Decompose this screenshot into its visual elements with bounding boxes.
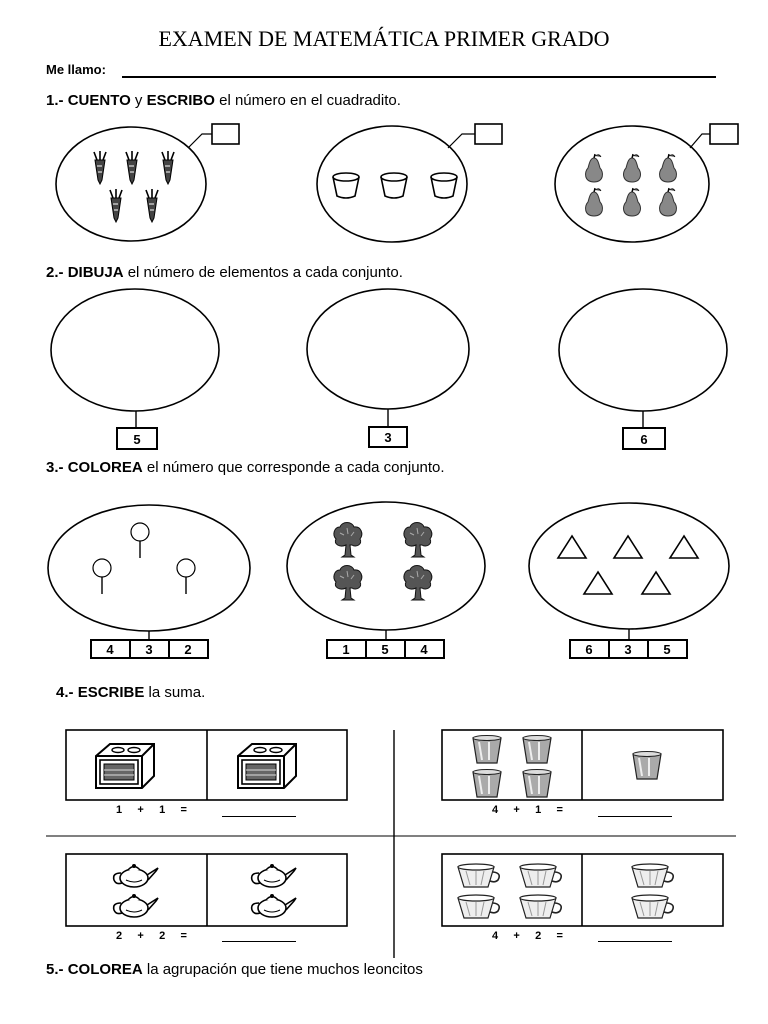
q1-answer-box-2[interactable] [475, 124, 502, 144]
plus-sign: + [513, 930, 520, 942]
q4-problem-2 [442, 730, 723, 800]
glass-icon [633, 752, 661, 780]
q3-option-1-2: 3 [145, 642, 153, 657]
question-5-text: la agrupación que tiene muchos leoncitos [142, 961, 423, 978]
q1-set-pears [555, 124, 738, 242]
q2-number-3: 6 [640, 432, 648, 447]
q3-option-3-2: 3 [624, 642, 632, 657]
addend-a: 2 [116, 930, 123, 942]
question-3-text: el número que corresponde a cada conjunto. [142, 459, 445, 476]
question-4-number: 4.- [56, 684, 78, 701]
equals-sign: = [180, 930, 187, 942]
q2-set-1[interactable] [51, 289, 219, 449]
addend-a: 4 [492, 804, 499, 816]
question-1-verb2: ESCRIBO [146, 92, 215, 109]
question-5-number: 5.- [46, 961, 68, 978]
q1-set-buckets [317, 124, 502, 242]
name-label: Me llamo: [46, 62, 106, 77]
q2-set-2[interactable] [307, 289, 469, 447]
q4-problem-4 [442, 854, 723, 926]
equals-sign: = [180, 804, 187, 816]
q4-answer-1[interactable] [222, 805, 296, 817]
glass-icon [473, 736, 501, 764]
question-2-verb: DIBUJA [67, 264, 124, 281]
question-1-verb1: CUENTO [67, 92, 131, 109]
plus-sign: + [137, 804, 144, 816]
q3-set-triangles [529, 503, 729, 658]
question-1-number: 1.- [46, 92, 68, 109]
plus-sign: + [513, 804, 520, 816]
plus-sign: + [137, 930, 144, 942]
addend-a: 4 [492, 930, 499, 942]
q2-set-3[interactable] [559, 289, 727, 449]
addend-b: 2 [535, 930, 542, 942]
q3-option-2-2: 5 [381, 642, 389, 657]
stove-icon [96, 744, 154, 788]
q1-answer-box-1[interactable] [212, 124, 239, 144]
equals-sign: = [556, 930, 563, 942]
q3-option-3-3: 5 [663, 642, 671, 657]
addend-b: 1 [535, 804, 542, 816]
q4-answer-4[interactable] [598, 930, 672, 942]
q4-equation-1 [116, 804, 187, 816]
q1-answer-box-3[interactable] [710, 124, 738, 144]
q4-problem-3 [66, 854, 347, 926]
question-1-text: el número en el cuadradito. [214, 92, 401, 109]
addend-b: 1 [159, 804, 166, 816]
q3-set-trees [287, 502, 485, 658]
q4-answer-3[interactable] [222, 930, 296, 942]
q3-option-1-1: 4 [106, 642, 114, 657]
q2-number-2: 3 [384, 430, 392, 445]
q3-option-3-1: 6 [585, 642, 593, 657]
q4-problem-1 [66, 730, 347, 800]
addend-b: 2 [159, 930, 166, 942]
stove-icon [238, 744, 296, 788]
q1-set-carrots [56, 124, 239, 241]
q3-option-2-3: 4 [420, 642, 428, 657]
question-5-verb: COLOREA [67, 961, 143, 978]
page-title: EXAMEN DE MATEMÁTICA PRIMER GRADO [158, 26, 610, 51]
glass-icon [523, 736, 551, 764]
q3-option-2-1: 1 [342, 642, 350, 657]
q2-number-1: 5 [133, 432, 141, 447]
question-4-text: la suma. [144, 684, 206, 701]
q3-option-1-3: 2 [184, 642, 192, 657]
question-4-verb: ESCRIBE [77, 684, 145, 701]
q4-equation-3 [116, 930, 187, 942]
question-2-number: 2.- [46, 264, 68, 281]
glass-icon [523, 770, 551, 798]
q4-answer-2[interactable] [598, 805, 672, 817]
question-1-mid: y [130, 92, 147, 109]
question-3-number: 3.- [46, 459, 68, 476]
question-3-verb: COLOREA [67, 459, 143, 476]
q4-equation-2 [492, 804, 563, 816]
question-2-text: el número de elementos a cada conjunto. [123, 264, 403, 281]
q4-equation-4 [492, 930, 563, 942]
glass-icon [473, 770, 501, 798]
addend-a: 1 [116, 804, 123, 816]
q3-set-lollipops [48, 505, 250, 658]
equals-sign: = [556, 804, 563, 816]
